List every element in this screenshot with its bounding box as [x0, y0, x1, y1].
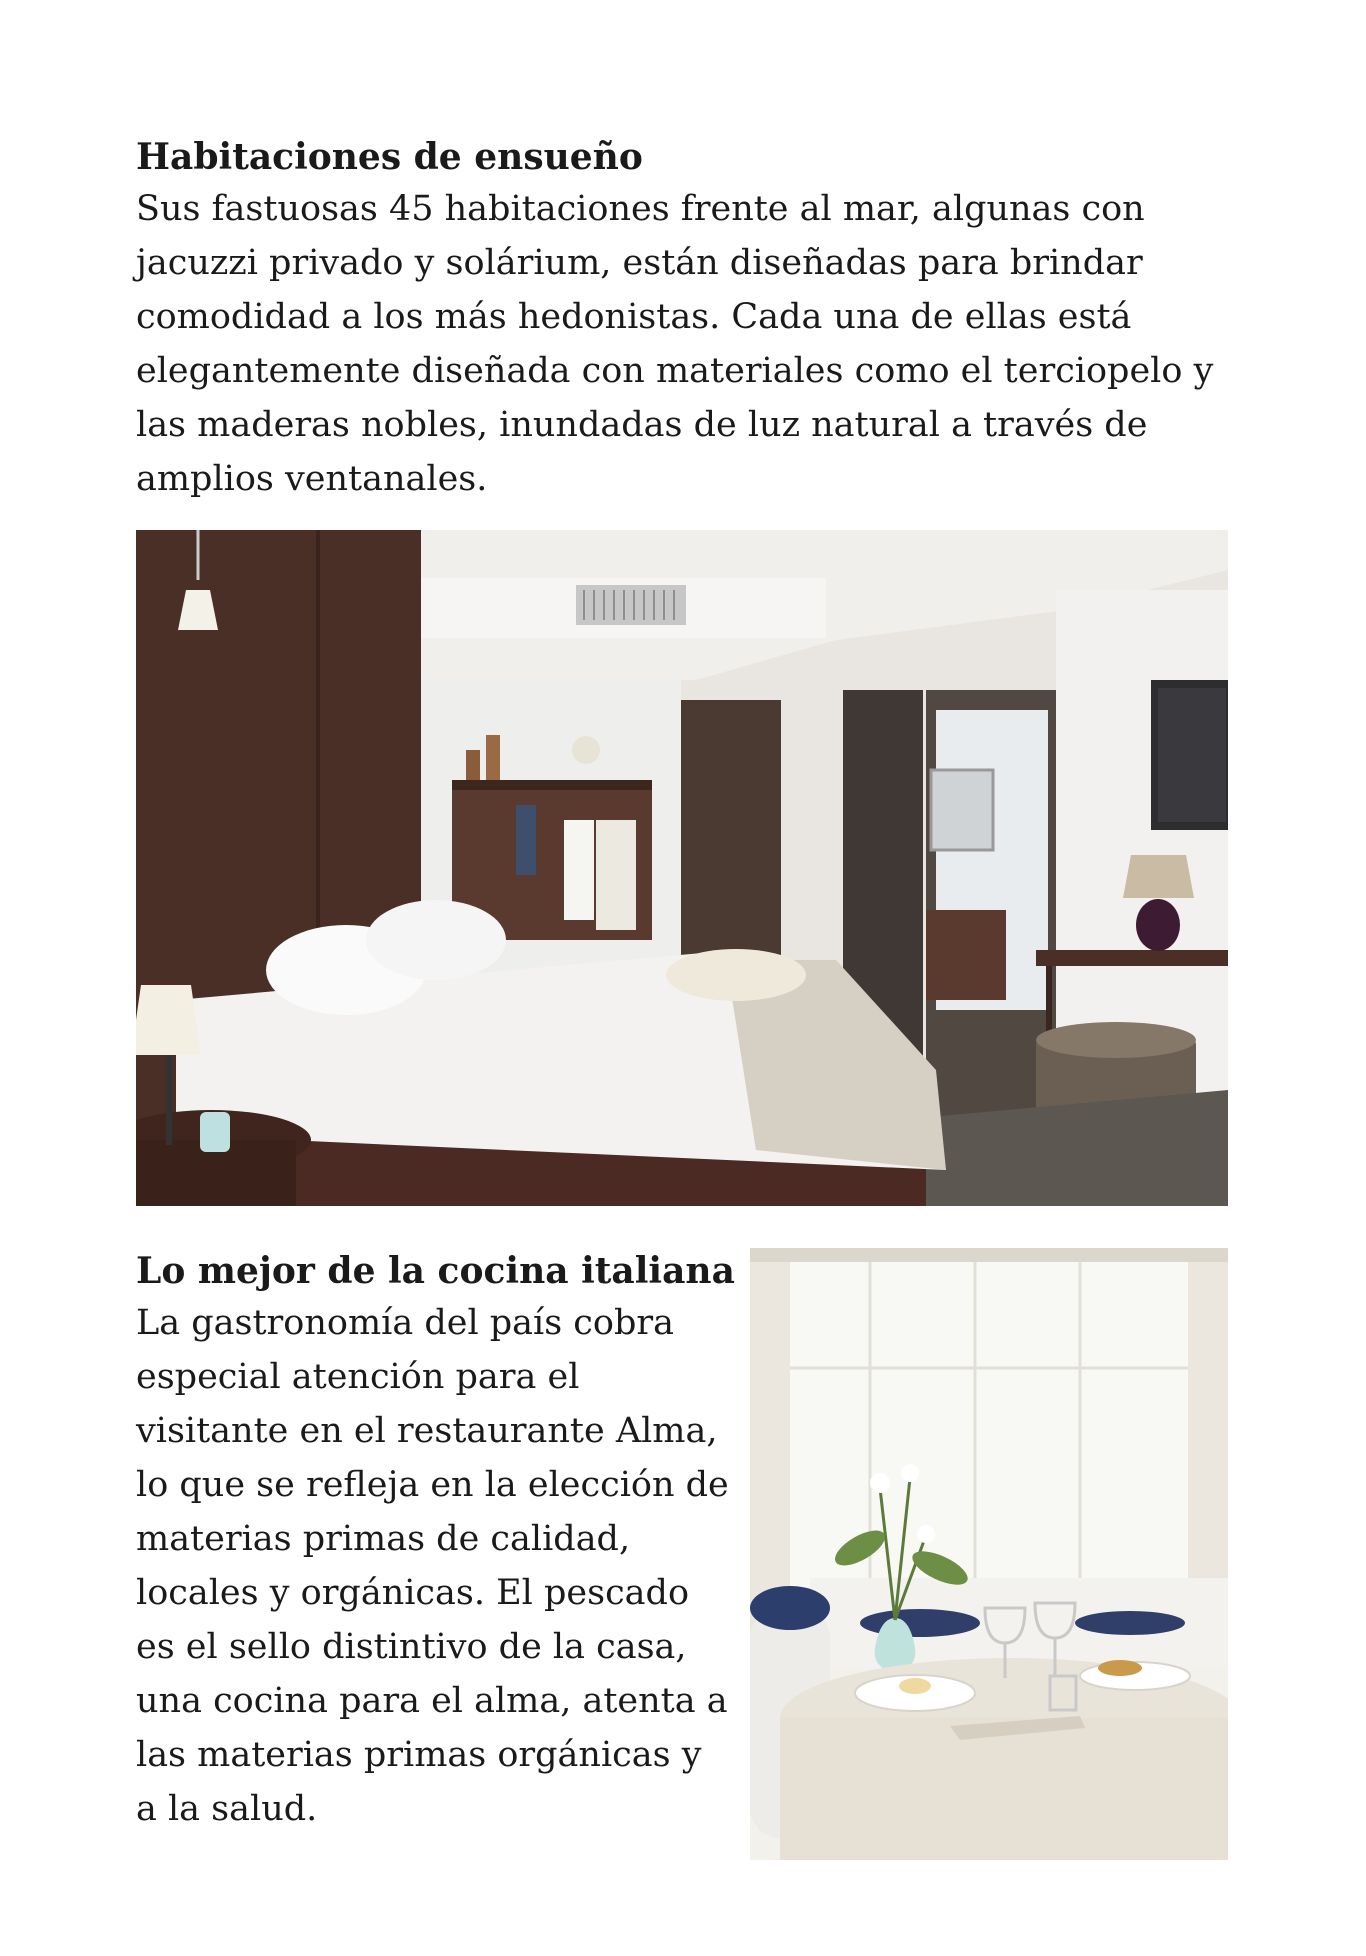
paragraph-line: a la salud. [136, 1789, 318, 1829]
paragraph-line: locales y orgánicas. El pescado [136, 1573, 690, 1613]
paragraph-line: La gastronomía del país cobra [136, 1303, 674, 1343]
paragraph-line: jacuzzi privado y solárium, están diseñadas para brindar [136, 243, 1143, 283]
paragraph-line: visitante en el restaurante Alma, [136, 1411, 718, 1451]
bedroom-photo [136, 530, 1228, 1206]
paragraph-line: lo que se refleja en la elección de [136, 1465, 729, 1505]
cuisine-heading: Lo mejor de la cocina italiana [136, 1250, 735, 1292]
paragraph-line: amplios ventanales. [136, 459, 488, 499]
paragraph-line: materias primas de calidad, [136, 1519, 631, 1559]
rooms-section [136, 132, 1236, 506]
cuisine-section [136, 1246, 736, 1836]
bedroom-illustration [136, 530, 1228, 1206]
paragraph-line: las maderas nobles, inundadas de luz natural a través de [136, 405, 1148, 445]
paragraph-line: Sus fastuosas 45 habitaciones frente al mar, algunas con [136, 189, 1145, 229]
rooms-heading: Habitaciones de ensueño [136, 136, 643, 178]
restaurant-photo [750, 1248, 1228, 1860]
paragraph-line: las materias primas orgánicas y [136, 1735, 702, 1775]
rooms-paragraph [136, 182, 1236, 506]
paragraph-line: especial atención para el [136, 1357, 580, 1397]
paragraph-line: es el sello distintivo de la casa, [136, 1627, 687, 1667]
paragraph-line: elegantemente diseñada con materiales como el terciopelo y [136, 351, 1214, 391]
paragraph-line: una cocina para el alma, atenta a [136, 1681, 728, 1721]
restaurant-illustration [750, 1248, 1228, 1860]
paragraph-line: comodidad a los más hedonistas. Cada una de ellas está [136, 297, 1132, 337]
cuisine-paragraph [136, 1296, 736, 1836]
